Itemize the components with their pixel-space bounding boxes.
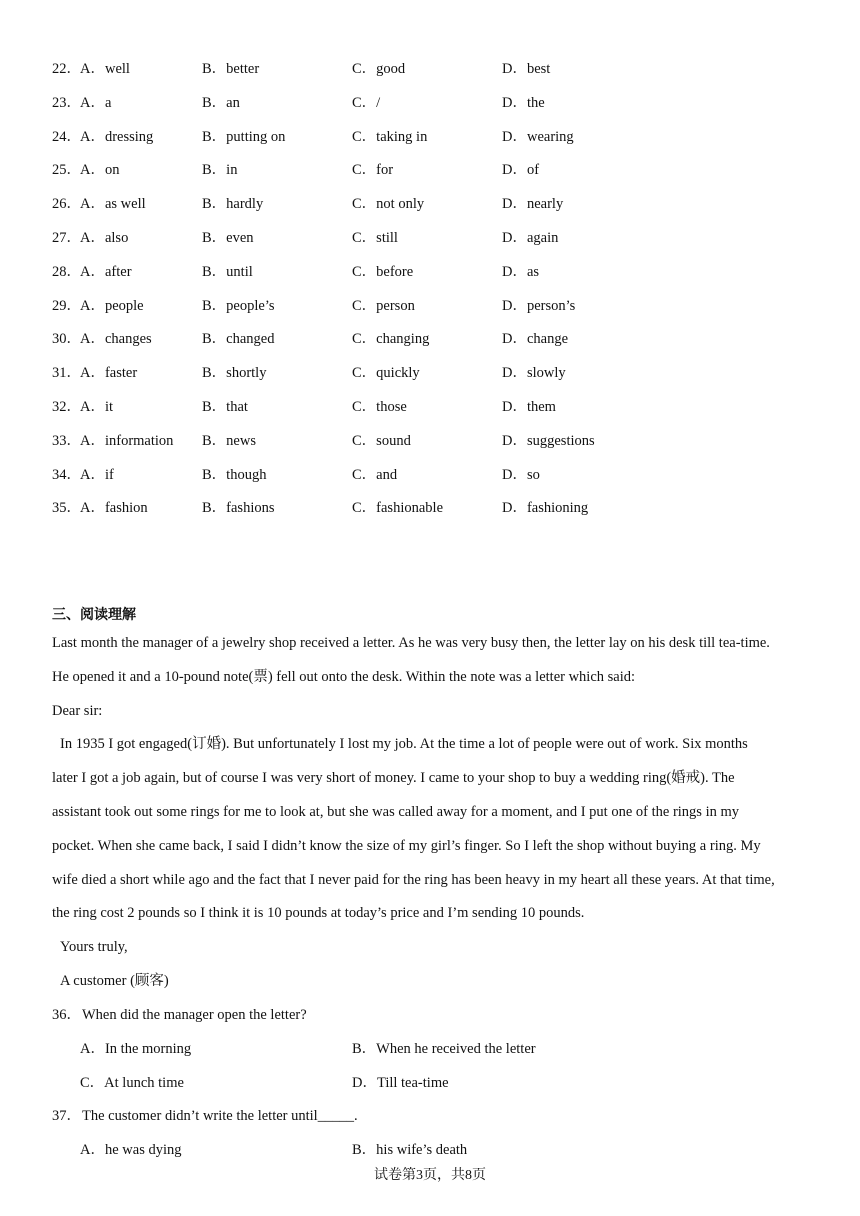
question-number: 33．	[52, 432, 81, 449]
question-37-options-row-1	[52, 1134, 822, 1168]
passage-line: the ring cost 2 pounds so I think it is 10 pounds at today’s price and I’m sending 10 pounds.	[52, 905, 585, 922]
question-number: 31．	[52, 365, 81, 382]
option-b[interactable]: B．changed	[202, 331, 275, 348]
option-a[interactable]: A．well	[80, 61, 130, 77]
question-number: 23．	[52, 94, 81, 111]
letter-salutation: Dear sir:	[52, 702, 103, 719]
option-c[interactable]: C．quickly	[352, 365, 420, 382]
questions	[52, 999, 822, 1168]
question-number: 25．	[52, 162, 81, 179]
question-36-options-row-1	[52, 1033, 822, 1067]
option-d[interactable]: D．of	[502, 162, 540, 179]
passage-line: pocket. When she came back, I said I didn’t know the size of my girl’s finger. So I left the shop without buying a ring. My	[52, 837, 761, 854]
option-b[interactable]: B．even	[202, 229, 254, 246]
option-d[interactable]: D．wearing	[502, 128, 574, 145]
option-d[interactable]: D．nearly	[502, 196, 564, 213]
question-number: 22．	[52, 61, 81, 77]
passage-line: He opened it and a 10-pound note(票) fell out onto the desk. Within the note was a letter which said:	[52, 668, 636, 685]
option-c[interactable]: C．before	[352, 263, 414, 280]
option-c[interactable]: C．sound	[352, 432, 411, 449]
option-a[interactable]: A．people	[80, 297, 144, 314]
option-b[interactable]: B．though	[202, 466, 267, 483]
option-d[interactable]: D．again	[502, 229, 559, 246]
option-c[interactable]: C．not only	[352, 196, 425, 213]
option-a[interactable]: A．a	[80, 94, 112, 111]
option-a[interactable]: A．dressing	[80, 128, 154, 145]
letter-signature: A customer (顾客)	[60, 972, 169, 989]
question-number: 34．	[52, 466, 81, 483]
option-c[interactable]: C．changing	[352, 331, 430, 348]
question-number: 28．	[52, 263, 81, 280]
option-a[interactable]: A．if	[80, 466, 114, 483]
passage-line: In 1935 I got engaged(订婚). But unfortunately I lost my job. At the time a lot of people were out of work. Six months	[60, 736, 748, 753]
option-a[interactable]: A．also	[80, 229, 129, 246]
option-c[interactable]: C．fashionable	[352, 500, 444, 517]
option-a[interactable]: A．as well	[80, 196, 146, 213]
option-d[interactable]: D．best	[502, 61, 551, 77]
option-a[interactable]: A．he was dying	[80, 1142, 182, 1159]
option-c[interactable]: C．still	[352, 229, 398, 246]
option-c[interactable]: C．good	[352, 61, 406, 77]
page-footer: 试卷第3页，共8页	[374, 1168, 486, 1183]
passage-line: wife died a short while ago and the fact that I never paid for the ring has been heavy in my heart all these years. At that time,	[52, 871, 775, 888]
option-d[interactable]: D．slowly	[502, 365, 566, 382]
question-36-options-row-2	[52, 1067, 822, 1101]
option-a[interactable]: A．it	[80, 398, 114, 415]
question-37	[52, 1100, 822, 1134]
reading-passage	[52, 627, 822, 999]
option-b[interactable]: B．that	[202, 398, 248, 415]
option-d[interactable]: D．Till tea-time	[352, 1074, 449, 1091]
passage-line: Last month the manager of a jewelry shop received a letter. As he was very busy then, the letter lay on his desk till tea-time.	[52, 635, 770, 651]
option-b[interactable]: B．putting on	[202, 128, 286, 145]
section-title: 三、阅读理解	[52, 607, 136, 623]
question-number: 24．	[52, 128, 81, 145]
option-c[interactable]: C．and	[352, 466, 398, 483]
option-a[interactable]: A．fashion	[80, 500, 148, 517]
question-number: 32．	[52, 398, 81, 415]
option-d[interactable]: D．person’s	[502, 297, 576, 314]
option-a[interactable]: A．In the morning	[80, 1040, 192, 1057]
option-b[interactable]: B．hardly	[202, 196, 264, 213]
option-c[interactable]: C．person	[352, 297, 415, 314]
option-d[interactable]: D．them	[502, 398, 556, 415]
option-d[interactable]: D．so	[502, 466, 540, 483]
option-c[interactable]: C．taking in	[352, 128, 428, 145]
option-b[interactable]: B．people’s	[202, 297, 275, 314]
question-number: 27．	[52, 229, 81, 246]
question-number: 30．	[52, 331, 81, 348]
option-b[interactable]: B．his wife’s death	[352, 1142, 468, 1159]
option-b[interactable]: B．better	[202, 61, 260, 77]
passage-line: assistant took out some rings for me to look at, but she was called away for a moment, and I put one of the rings in my	[52, 803, 740, 820]
option-d[interactable]: D．suggestions	[502, 432, 595, 449]
option-d[interactable]: D．fashioning	[502, 500, 589, 517]
option-d[interactable]: D．change	[502, 331, 569, 348]
option-b[interactable]: B．shortly	[202, 365, 267, 382]
question-number: 36．	[52, 1007, 81, 1023]
option-a[interactable]: A．information	[80, 432, 174, 449]
option-a[interactable]: A．on	[80, 162, 120, 179]
option-c[interactable]: C．/	[352, 94, 381, 111]
option-b[interactable]: B．an	[202, 94, 240, 111]
option-b[interactable]: B．until	[202, 263, 253, 280]
question-36	[52, 999, 822, 1033]
letter-closing: Yours truly,	[60, 939, 128, 956]
option-b[interactable]: B．fashions	[202, 500, 275, 517]
question-number: 29．	[52, 297, 81, 314]
option-a[interactable]: A．changes	[80, 331, 152, 348]
option-d[interactable]: D．the	[502, 94, 545, 111]
question-text: The customer didn’t write the letter until_____.	[82, 1108, 358, 1125]
question-number: 37．	[52, 1108, 81, 1125]
question-number: 35．	[52, 500, 81, 517]
option-b[interactable]: B．news	[202, 432, 256, 449]
option-d[interactable]: D．as	[502, 263, 540, 280]
option-a[interactable]: A．faster	[80, 365, 138, 382]
option-b[interactable]: B．in	[202, 162, 238, 179]
passage-line: later I got a job again, but of course I was very short of money. I came to your shop to buy a wedding ring(婚戒). The	[52, 770, 735, 787]
option-c[interactable]: C．At lunch time	[80, 1074, 184, 1091]
question-number: 26．	[52, 196, 81, 213]
option-a[interactable]: A．after	[80, 263, 132, 280]
option-c[interactable]: C．for	[352, 162, 394, 179]
option-b[interactable]: B．When he received the letter	[352, 1040, 536, 1057]
question-text: When did the manager open the letter?	[82, 1007, 307, 1023]
option-c[interactable]: C．those	[352, 398, 407, 415]
